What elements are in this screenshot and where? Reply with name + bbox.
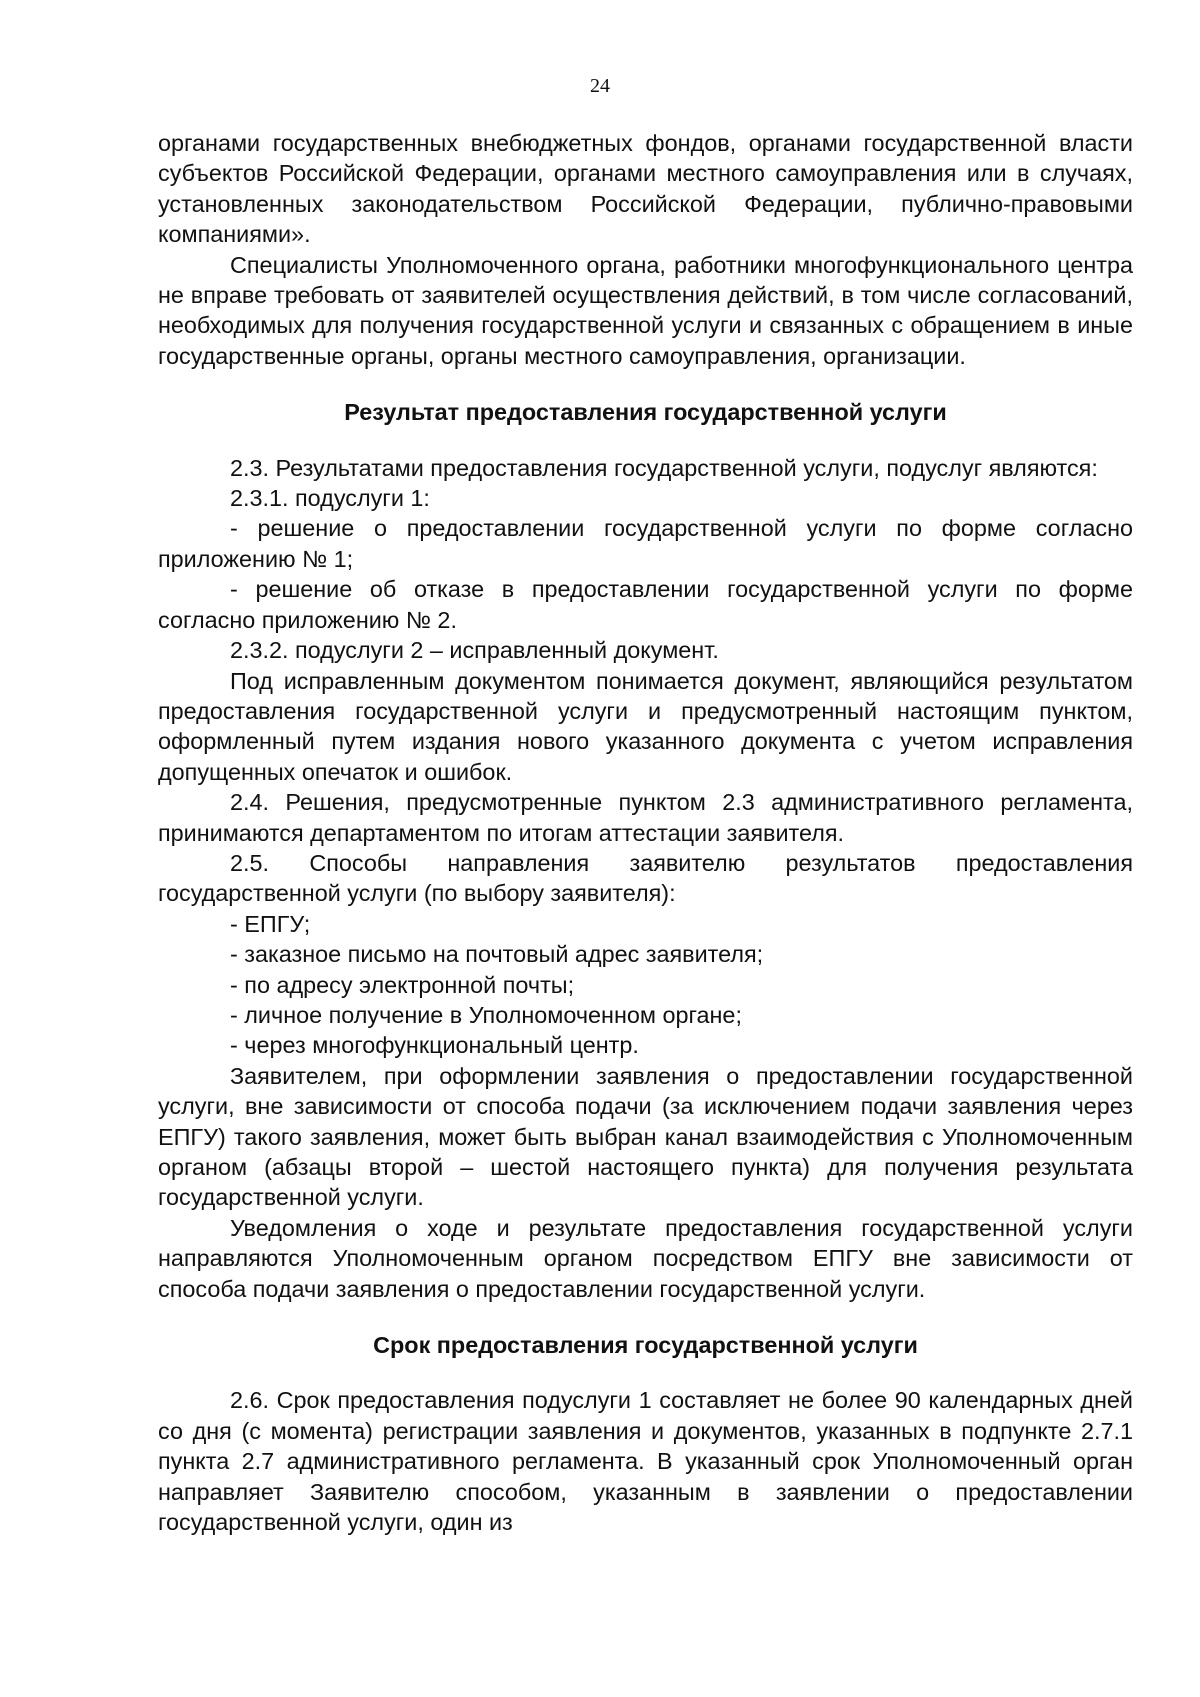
paragraph: Уведомления о ходе и результате предоставления государственной услуги направляются Уполномоченным органом посредством ЕПГУ вне зависимости от способа подачи заявления о предоставлении государственной услуги. [158,1214,1133,1302]
paragraph: 2.3.1. подуслуги 1: [230,485,430,512]
section-heading: Срок предоставления государственной услуги [373,1332,918,1359]
list-item: - через многофункциональный центр. [230,1032,639,1059]
paragraph: 2.4. Решения, предусмотренные пунктом 2.3 административного регламента, принимаются департаментом по итогам аттестации заявителя. [158,789,1133,846]
paragraph: Под исправленным документом понимается документ, являющийся результатом предоставления государственной услуги и предусмотренный настоящим пунктом, оформленный путем издания нового указанного документа с учетом исправления допущенных опечаток и ошибок. [158,667,1133,785]
list-item: - по адресу электронной почты; [230,971,575,998]
paragraph: органами государственных внебюджетных фондов, органами государственной власти субъектов Российской Федерации, органами местного самоуправления или в случаях, установленных законодательством Российской Федерации, публично-правовыми компаниями». [158,130,1133,248]
paragraph: Заявителем, при оформлении заявления о предоставлении государственной услуги, вне зависимости от способа подачи (за исключением подачи заявления через ЕПГУ) такого заявления, может быть выбран канал взаимодействия с Уполномоченным органом (абзацы второй – шестой настоящего пункта) для получения результата государственной услуги. [158,1062,1133,1211]
list-item: - решение об отказе в предоставлении государственной услуги по форме согласно приложению № 2. [158,576,1133,633]
document-body [158,128,1133,1537]
list-item: - решение о предоставлении государственной услуги по форме согласно приложению № 1; [158,515,1133,572]
page-number: 24 [590,75,610,97]
list-item: - заказное письмо на почтовый адрес заявителя; [230,941,764,968]
list-item: - ЕПГУ; [230,910,311,937]
paragraph: 2.5. Способы направления заявителю результатов предоставления государственной услуги (по выбору заявителя): [158,849,1133,907]
paragraph: 2.3.2. подуслуги 2 – исправленный документ. [230,637,719,664]
paragraph: Специалисты Уполномоченного органа, работники многофункционального центра не вправе требовать от заявителей осуществления действий, в том числе согласований, необходимых для получения государственной услуги и связанных с обращением в иные государственные органы, органы местного самоуправления, организации. [158,251,1133,369]
paragraph: 2.3. Результатами предоставления государственной услуги, подуслуг являются: [230,454,1098,481]
paragraph: 2.6. Срок предоставления подуслуги 1 составляет не более 90 календарных дней со дня (с момента) регистрации заявления и документов, указанных в подпункте 2.7.1 пункта 2.7 административного регламента. В указанный срок Уполномоченный орган направляет Заявителю способом, указанным в заявлении о предоставлении государственной услуги, один из [158,1387,1133,1536]
section-heading: Результат предоставления государственной услуги [344,399,947,426]
list-item: - личное получение в Уполномоченном органе; [230,1001,742,1028]
